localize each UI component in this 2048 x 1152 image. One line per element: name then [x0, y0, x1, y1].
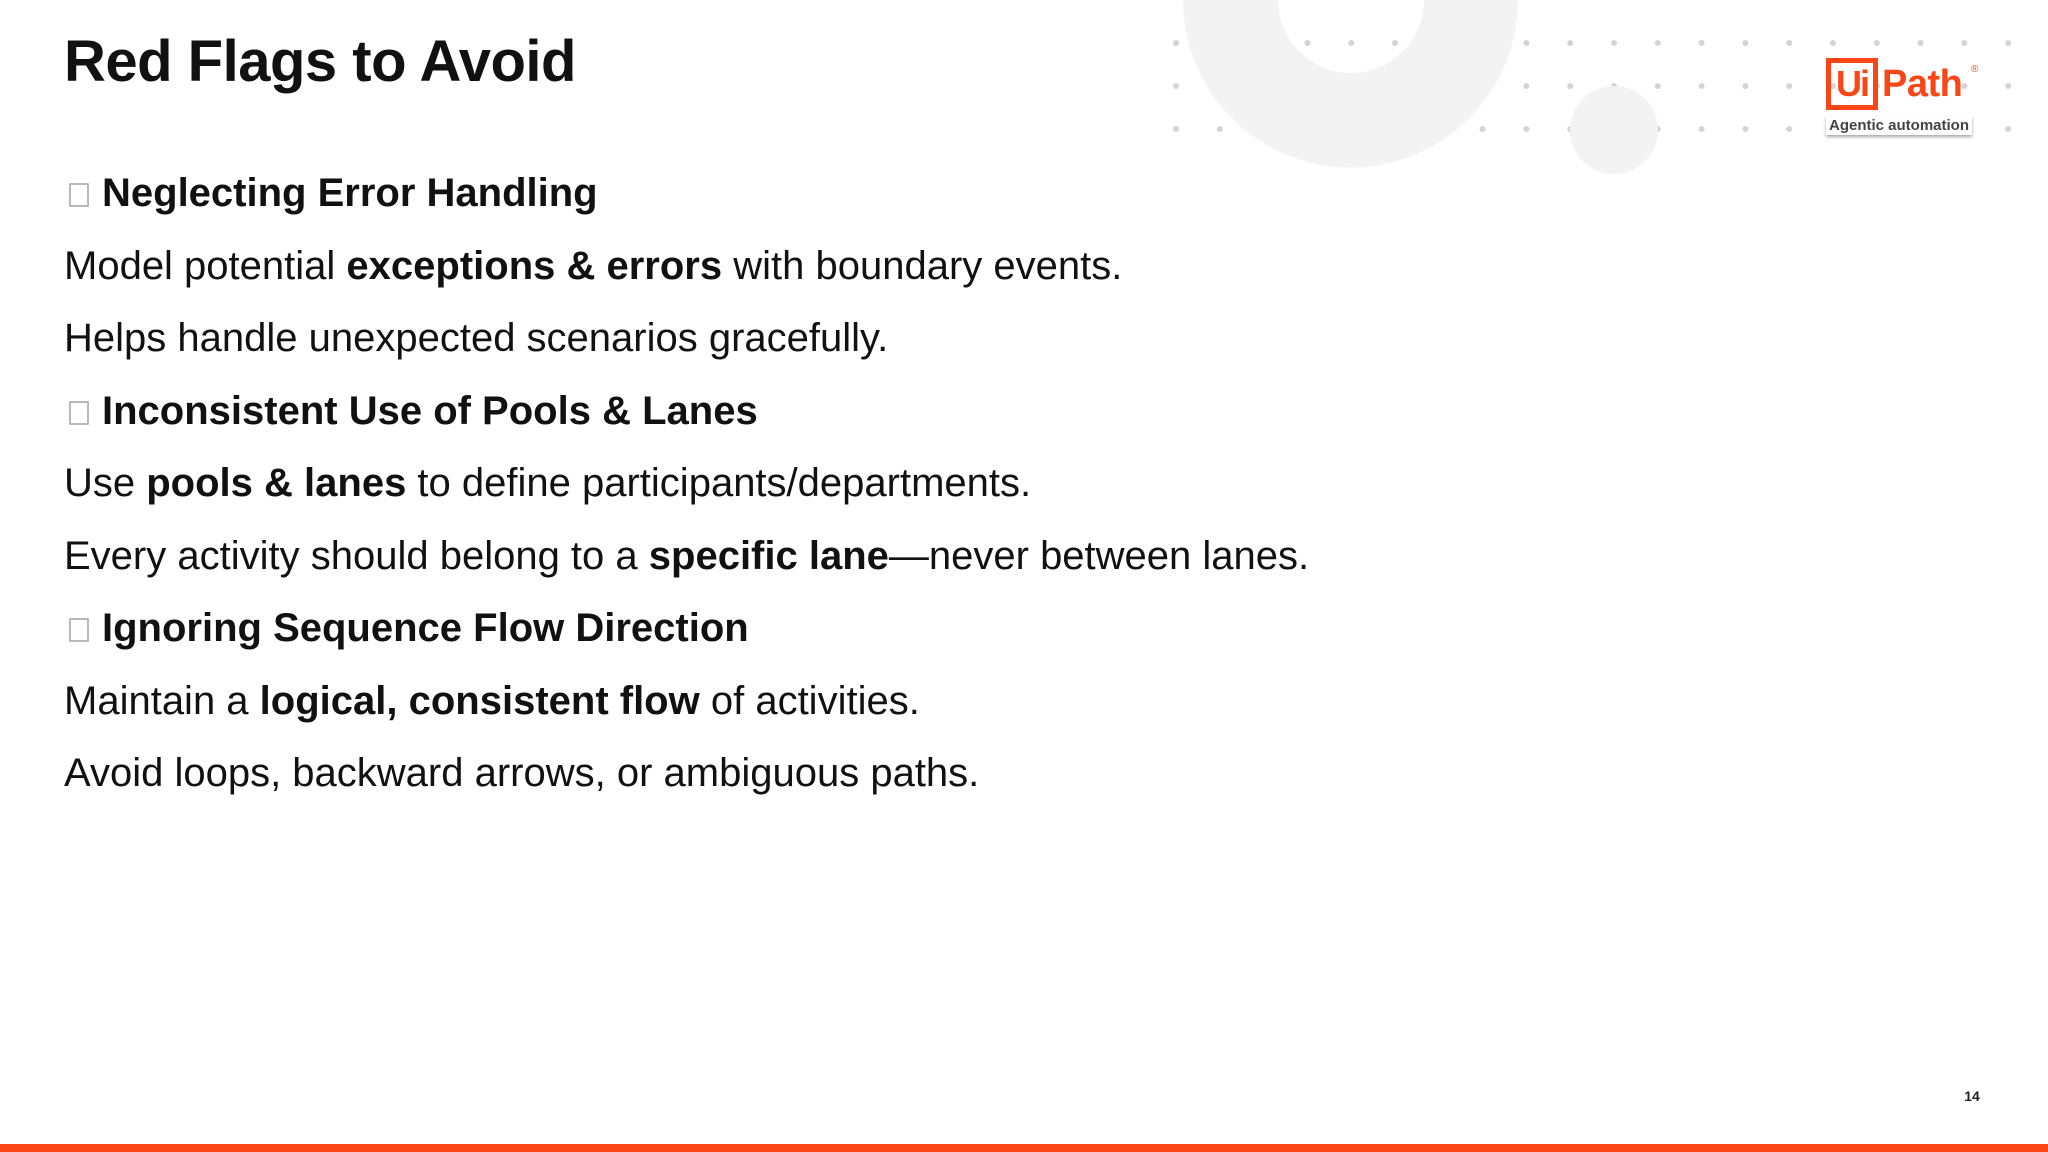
uipath-logo	[1826, 56, 1980, 144]
decor-dot	[1523, 40, 1529, 46]
decor-dot	[1304, 40, 1310, 46]
decor-dot	[1742, 126, 1748, 132]
section-heading	[64, 592, 1564, 665]
section-heading	[64, 375, 1564, 448]
logo-registered-mark: ®	[1971, 64, 1979, 75]
emphasis-text: specific lane	[648, 533, 889, 578]
page-number: 14	[1964, 1088, 1980, 1104]
section-heading-text: Inconsistent Use of Pools & Lanes	[102, 388, 758, 433]
body-text: Maintain a	[64, 678, 260, 723]
decor-dot	[1173, 126, 1179, 132]
decor-dot	[1173, 40, 1179, 46]
decor-dot	[1786, 40, 1792, 46]
decor-dot	[1742, 40, 1748, 46]
bottom-accent-bar	[0, 1144, 2048, 1152]
decor-dot	[1173, 83, 1179, 89]
decor-dot	[1699, 126, 1705, 132]
decor-dot	[1392, 40, 1398, 46]
checkbox-icon	[69, 618, 89, 642]
decor-circle	[1570, 86, 1658, 174]
body-text: Avoid loops, backward arrows, or ambiguous paths.	[64, 751, 980, 795]
body-text: with boundary events.	[722, 243, 1123, 288]
body-text: Use	[64, 461, 147, 505]
emphasis-text: logical, consistent flow	[259, 678, 700, 723]
decor-dot	[1699, 40, 1705, 46]
decor-dot	[2005, 40, 2011, 46]
body-text: of activities.	[699, 678, 920, 723]
decor-dot	[1523, 83, 1529, 89]
decor-dot	[1918, 40, 1924, 46]
decor-dot	[1217, 126, 1223, 132]
logo-tagline: Agentic automation	[1826, 116, 1972, 135]
decor-dot	[1699, 83, 1705, 89]
decor-dot	[1567, 83, 1573, 89]
logo-path-text: Path	[1882, 63, 1963, 105]
checkbox-icon	[69, 183, 89, 207]
section-heading-text: Ignoring Sequence Flow Direction	[102, 606, 749, 650]
content-body	[64, 157, 1564, 810]
emphasis-text: exceptions & errors	[346, 243, 723, 288]
slide-title: Red Flags to Avoid	[64, 29, 576, 94]
decor-arc	[1183, 0, 1518, 168]
decor-dot	[2005, 83, 2011, 89]
decor-dot	[1786, 83, 1792, 89]
body-text: Every activity should belong to a	[64, 533, 649, 578]
body-text: —never between lanes.	[888, 533, 1310, 578]
decor-dot	[1742, 83, 1748, 89]
body-line	[64, 737, 1564, 810]
logo-ui-text: Ui	[1836, 63, 1868, 104]
decor-dot	[1567, 40, 1573, 46]
body-text: Helps handle unexpected scenarios gracefully.	[64, 316, 889, 360]
body-line	[64, 230, 1564, 303]
section-heading-text: Neglecting Error Handling	[102, 171, 598, 215]
checkbox-icon	[69, 401, 89, 425]
body-text: to define participants/departments.	[406, 461, 1032, 505]
body-line	[64, 520, 1564, 593]
body-line	[64, 665, 1564, 738]
decor-dot	[1348, 40, 1354, 46]
decor-dot	[1961, 40, 1967, 46]
body-line	[64, 302, 1564, 375]
body-text: Model potential	[64, 243, 347, 288]
decor-dot	[1830, 40, 1836, 46]
decor-dot	[1786, 126, 1792, 132]
decor-dot	[1655, 83, 1661, 89]
decor-dot	[1874, 40, 1880, 46]
section-heading	[64, 157, 1564, 230]
body-line	[64, 447, 1564, 520]
emphasis-text: pools & lanes	[146, 461, 407, 505]
decor-dot	[2005, 126, 2011, 132]
decor-dot	[1611, 40, 1617, 46]
decor-dot	[1480, 126, 1486, 132]
decor-dot	[1523, 126, 1529, 132]
decor-dot	[1655, 40, 1661, 46]
